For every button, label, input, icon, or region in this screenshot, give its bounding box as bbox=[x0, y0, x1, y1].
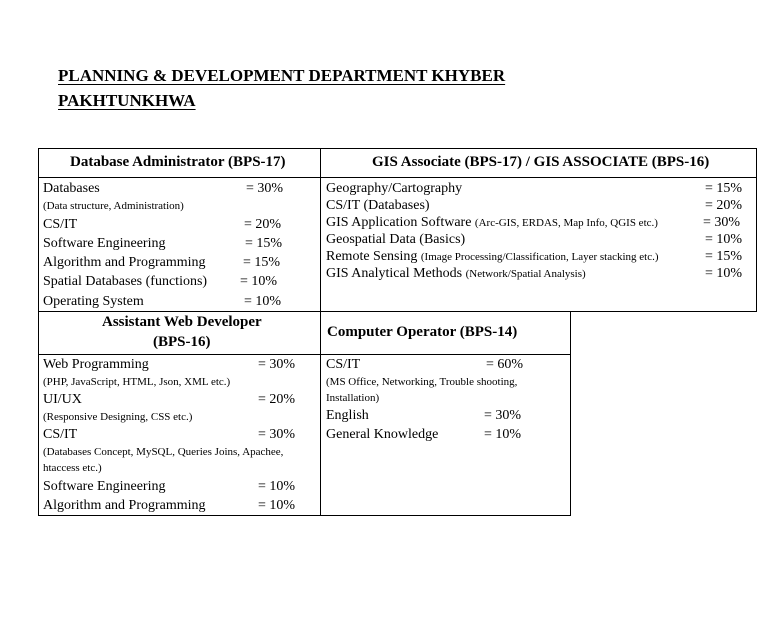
dba-label-os: Operating System bbox=[43, 294, 144, 309]
co-value-english: = 30% bbox=[484, 408, 522, 423]
gis-row-software: GIS Application Software (Arc-GIS, ERDAS, Map Info, QGIS etc.) bbox=[326, 215, 658, 230]
gis-value-remote: = 15% bbox=[705, 249, 743, 264]
awd-note-web: (PHP, JavaScript, HTML, Json, XML etc.) bbox=[43, 376, 231, 388]
awd-heading-line1: Assistant Web Developer bbox=[102, 314, 262, 330]
awd-label-algo: Algorithm and Programming bbox=[43, 498, 206, 513]
co-heading-divider bbox=[320, 354, 571, 355]
co-value-csit: = 60% bbox=[486, 357, 524, 372]
dba-value-os: = 10% bbox=[244, 294, 282, 309]
gis-row-geospatial: Geospatial Data (Basics) bbox=[326, 232, 466, 247]
dba-label-se: Software Engineering bbox=[43, 236, 166, 251]
awd-label-web: Web Programming bbox=[43, 357, 149, 372]
co-label-gk: General Knowledge bbox=[326, 427, 439, 442]
co-label-csit: CS/IT bbox=[326, 357, 361, 372]
gis-value-analytical: = 10% bbox=[705, 266, 743, 281]
awd-note-csit: (Databases Concept, MySQL, Queries Joins, Apachee, htaccess etc.) bbox=[43, 446, 284, 474]
co-label-english: English bbox=[326, 408, 369, 423]
awd-value-se: = 10% bbox=[258, 479, 296, 494]
gis-row-geography: Geography/Cartography bbox=[326, 181, 463, 196]
co-value-gk: = 10% bbox=[484, 427, 522, 442]
dba-heading: Database Administrator (BPS-17) bbox=[70, 154, 286, 170]
dba-note-databases: (Data structure, Administration) bbox=[43, 200, 184, 212]
dba-value-databases: = 30% bbox=[246, 181, 284, 196]
dba-label-csit: CS/IT bbox=[43, 217, 78, 232]
gis-value-geography: = 15% bbox=[705, 181, 743, 196]
awd-heading-line2: (BPS-16) bbox=[153, 334, 211, 350]
awd-label-csit: CS/IT bbox=[43, 427, 78, 442]
gis-row-csit: CS/IT (Databases) bbox=[326, 198, 430, 213]
dba-value-csit: = 20% bbox=[244, 217, 282, 232]
awd-label-uiux: UI/UX bbox=[43, 392, 82, 407]
dba-label-algo: Algorithm and Programming bbox=[43, 255, 206, 270]
co-note-csit: (MS Office, Networking, Trouble shooting, Installation) bbox=[326, 376, 518, 404]
page-title bbox=[58, 63, 505, 113]
title-line-2: PAKHTUNKHWA bbox=[58, 91, 196, 110]
gis-row-analytical: GIS Analytical Methods (Network/Spatial Analysis) bbox=[326, 266, 586, 281]
awd-label-se: Software Engineering bbox=[43, 479, 166, 494]
gis-row-remote: Remote Sensing (Image Processing/Classification, Layer stacking etc.) bbox=[326, 249, 659, 264]
dba-label-databases: Databases bbox=[43, 181, 100, 196]
gis-value-csit: = 20% bbox=[705, 198, 743, 213]
gis-heading: GIS Associate (BPS-17) / GIS ASSOCIATE (BPS-16) bbox=[372, 154, 710, 170]
co-heading: Computer Operator (BPS-14) bbox=[327, 324, 518, 340]
awd-note-uiux: (Responsive Designing, CSS etc.) bbox=[43, 411, 193, 423]
awd-value-csit: = 30% bbox=[258, 427, 296, 442]
gis-value-software: = 30% bbox=[703, 215, 741, 230]
dba-value-se: = 15% bbox=[245, 236, 283, 251]
dba-label-spatial: Spatial Databases (functions) bbox=[43, 274, 208, 289]
awd-value-web: = 30% bbox=[258, 357, 296, 372]
gis-value-geospatial: = 10% bbox=[705, 232, 743, 247]
dba-value-spatial: = 10% bbox=[240, 274, 278, 289]
header-divider bbox=[38, 177, 757, 178]
awd-heading-divider bbox=[38, 354, 321, 355]
awd-value-algo: = 10% bbox=[258, 498, 296, 513]
awd-value-uiux: = 20% bbox=[258, 392, 296, 407]
dba-value-algo: = 15% bbox=[243, 255, 281, 270]
title-line-1: PLANNING & DEVELOPMENT DEPARTMENT KHYBER bbox=[58, 66, 506, 85]
